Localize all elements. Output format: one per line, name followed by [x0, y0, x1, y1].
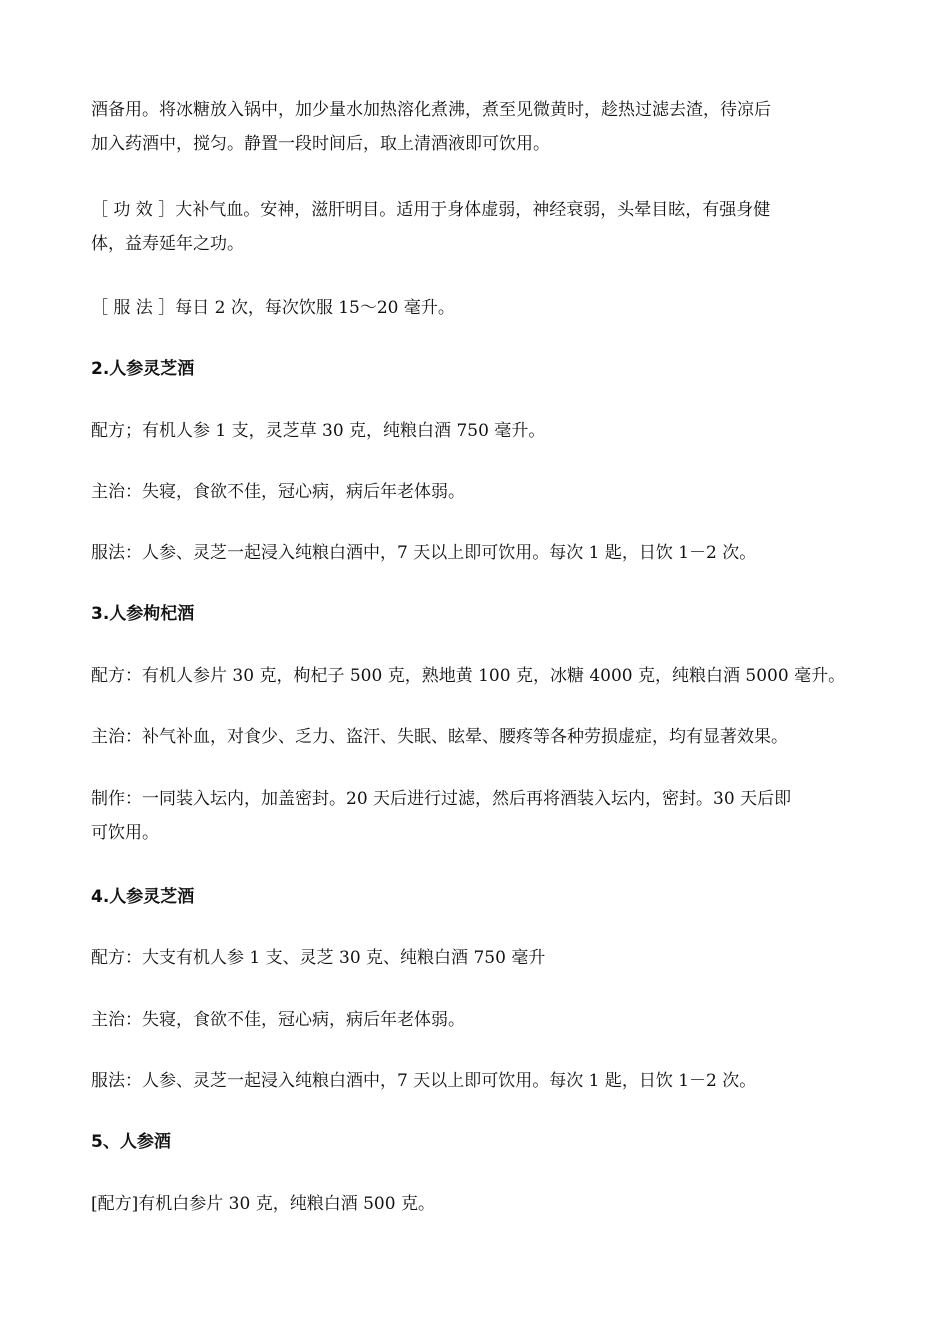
text-line: 加入药酒中，搅匀。静置一段时间后，取上清酒液即可饮用。 — [91, 134, 550, 154]
text-line: 可饮用。 — [91, 823, 159, 843]
text-line: 服法：人参、灵芝一起浸入纯粮白酒中，7 天以上即可饮用。每次 1 匙，日饮 1－2 次。 — [91, 543, 757, 563]
text-line: 主治：补气补血，对食少、乏力、盗汗、失眠、眩晕、腰疼等各种劳损虚症，均有显著效果。 — [91, 727, 788, 747]
text-line: 服法：人参、灵芝一起浸入纯粮白酒中，7 天以上即可饮用。每次 1 匙，日饮 1－2 次。 — [91, 1071, 757, 1091]
text-line: [配方]有机白参片 30 克，纯粮白酒 500 克。 — [91, 1194, 435, 1214]
paragraph-recipe-2 — [91, 414, 861, 448]
paragraph-preparation-continued — [91, 93, 861, 161]
text-line: 制作：一同装入坛内，加盖密封。20 天后进行过滤，然后再将酒装入坛内，密封。30 天后即 — [91, 789, 792, 809]
paragraph-recipe-5 — [91, 1187, 861, 1221]
paragraph-indication-3 — [91, 720, 861, 754]
text-line: 配方；有机人参 1 支，灵芝草 30 克，纯粮白酒 750 毫升。 — [91, 421, 546, 441]
section-heading-4: 4.人参灵芝酒 — [91, 887, 195, 907]
paragraph-efficacy — [91, 193, 861, 261]
paragraph-usage-4 — [91, 1064, 861, 1098]
text-line: 配方：有机人参片 30 克，枸杞子 500 克，熟地黄 100 克，冰糖 4000 克，纯粮白酒 5000 毫升。 — [91, 666, 846, 686]
paragraph-dosage — [91, 291, 861, 325]
text-line: 主治：失寝，食欲不佳，冠心病，病后年老体弱。 — [91, 1010, 465, 1030]
section-heading-2: 2.人参灵芝酒 — [91, 359, 195, 379]
text-line: 配方：大支有机人参 1 支、灵芝 30 克、纯粮白酒 750 毫升 — [91, 948, 546, 968]
text-line: ［ 功 效 ］大补气血。安神，滋肝明目。适用于身体虚弱，神经衰弱，头晕目眩，有强身健 — [91, 200, 771, 220]
text-line: 酒备用。将冰糖放入锅中，加少量水加热溶化煮沸，煮至见微黄时，趁热过滤去渣，待凉后 — [91, 100, 771, 120]
paragraph-recipe-3 — [91, 659, 861, 693]
section-heading-5: 5、人参酒 — [91, 1132, 171, 1152]
paragraph-recipe-4 — [91, 941, 861, 975]
paragraph-usage-2 — [91, 536, 861, 570]
section-heading-3: 3.人参枸杞酒 — [91, 604, 195, 624]
paragraph-indication-4 — [91, 1003, 861, 1037]
text-line: 体，益寿延年之功。 — [91, 234, 244, 254]
text-line: ［ 服 法 ］每日 2 次，每次饮服 15～20 毫升。 — [91, 298, 455, 318]
paragraph-method-3 — [91, 782, 861, 850]
text-line: 主治：失寝，食欲不佳，冠心病，病后年老体弱。 — [91, 482, 465, 502]
paragraph-indication-2 — [91, 475, 861, 509]
